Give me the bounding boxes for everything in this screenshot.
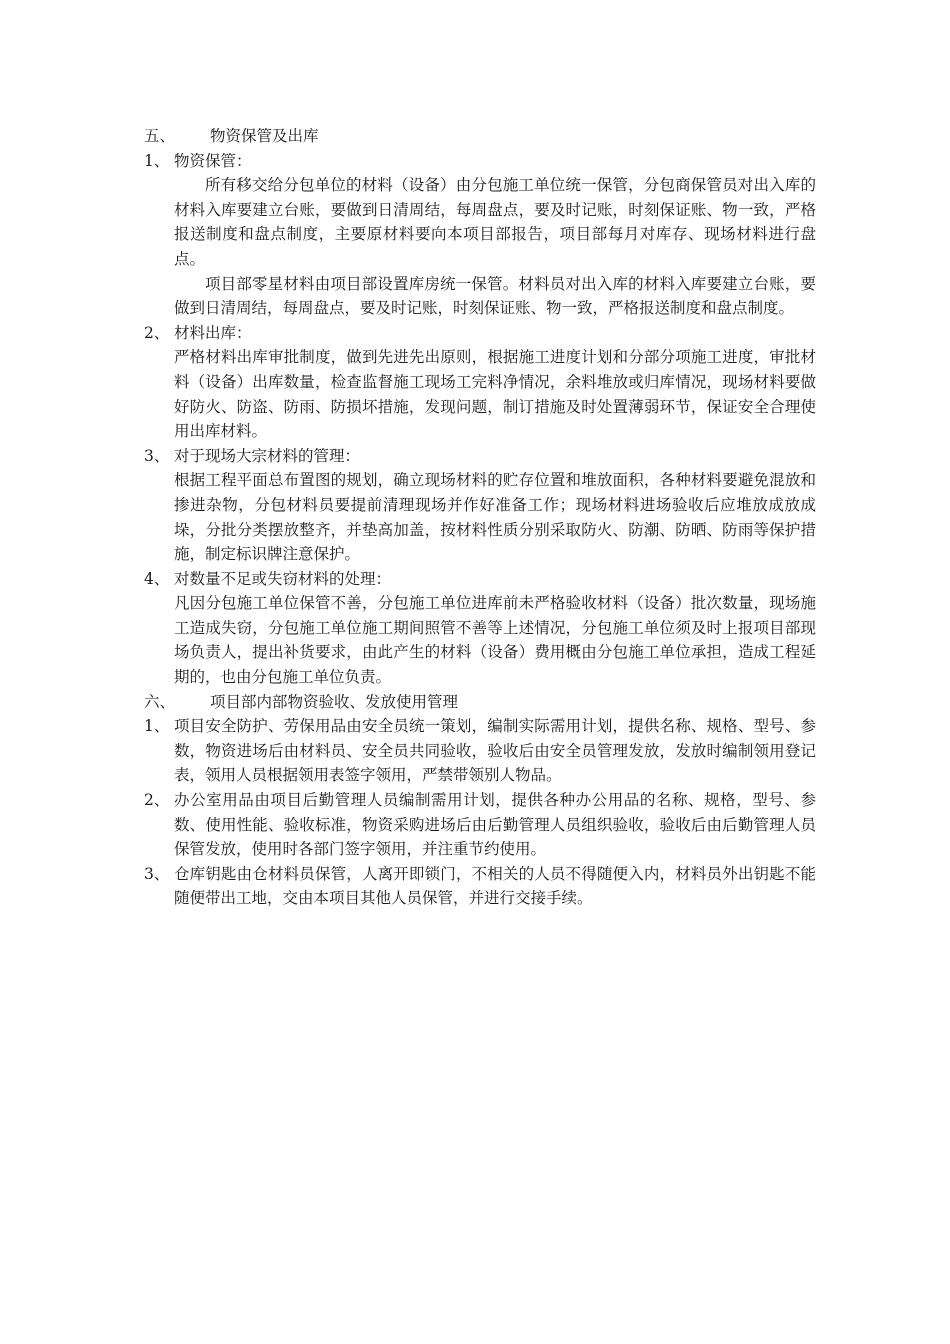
paragraph: 严格材料出库审批制度，做到先进先出原则，根据施工进度计划和分部分项施工进度，审批材料（设备）出库数量，检查监督施工现场工完料净情况，余料堆放或归库情况，现场材料要做好防火、防盗、防雨、防损坏措施，发现问题，制订措施及时处置薄弱环节，保证安全合理使用出库材料。 (174, 348, 816, 441)
section-5-item-1-heading (144, 149, 816, 174)
list-item (144, 788, 816, 862)
item-number: 1、 (144, 717, 170, 736)
section-5-heading (144, 124, 816, 149)
paragraph: 项目部零星材料由项目部设置库房统一保管。材料员对出入库的材料入库要建立台账，要做到日清周结，每周盘点，要及时记账，时刻保证账、物一致，严格报送制度和盘点制度。 (174, 274, 816, 318)
item-text: 项目安全防护、劳保用品由安全员统一策划，编制实际需用计划，提供名称、规格、型号、参数，物资进场后由材料员、安全员共同验收，验收后由安全员管理发放，发放时编制领用登记表，领用人员根据领用表签字领用，严禁带领别人物品。 (174, 717, 816, 785)
paragraph: 根据工程平面总布置图的规划，确立现场材料的贮存位置和堆放面积，各种材料要避免混放和掺进杂物，分包材料员要提前清理现场并作好准备工作；现场材料进场验收后应堆放成放成垛，分批分类摆放整齐，并垫高加盖，按材料性质分别采取防火、防潮、防晒、防雨等保护措施，制定标识牌注意保护。 (174, 471, 816, 564)
item-number: 1、 (144, 151, 170, 170)
document-body (144, 124, 816, 911)
section-5-item-3-heading (144, 444, 816, 469)
item-number: 3、 (144, 446, 170, 465)
section-6-heading (144, 690, 816, 715)
item-number: 2、 (144, 323, 170, 342)
section-5-number: 五、 (144, 127, 176, 145)
item-title: 物资保管： (174, 151, 252, 170)
list-item (144, 714, 816, 788)
item-number: 2、 (144, 791, 170, 810)
item-title: 对数量不足或失窃材料的处理： (174, 569, 392, 588)
section-6-title: 项目部内部物资验收、发放使用管理 (210, 692, 459, 711)
list-item (144, 862, 816, 911)
section-5-item-4-heading (144, 567, 816, 592)
section-6-number: 六、 (144, 692, 176, 711)
section-5-item-2-heading (144, 321, 816, 346)
item-text: 仓库钥匙由仓材料员保管，人离开即锁门，不相关的人员不得随便入内，材料员外出钥匙不能随便带出工地，交由本项目其他人员保管，并进行交接手续。 (174, 864, 816, 908)
item-text: 办公室用品由项目后勤管理人员编制需用计划，提供各种办公用品的名称、规格，型号、参数、使用性能、验收标准，物资采购进场后由后勤管理人员组织验收，验收后由后勤管理人员保管发放，使用时各部门签字领用，并注重节约使用。 (174, 791, 816, 859)
item-number: 3、 (144, 864, 170, 883)
section-5-title: 物资保管及出库 (210, 127, 319, 145)
item-number: 4、 (144, 569, 170, 588)
paragraph: 凡因分包施工单位保管不善，分包施工单位进库前未严格验收材料（设备）批次数量，现场施工造成失窃，分包施工单位施工期间照管不善等上述情况，分包施工单位须及时上报项目部现场负责人，提出补货要求，由此产生的材料（设备）费用概由分包施工单位承担，造成工程延期的，也由分包施工单位负责。 (174, 594, 816, 687)
item-title: 对于现场大宗材料的管理： (174, 446, 361, 465)
paragraph: 所有移交给分包单位的材料（设备）由分包施工单位统一保管，分包商保管员对出入库的材料入库要建立台账，要做到日清周结，每周盘点，要及时记账，时刻保证账、物一致，严格报送制度和盘点制度，主要原材料要向本项目部报告，项目部每月对库存、现场材料进行盘点。 (174, 176, 816, 268)
item-title: 材料出库： (174, 323, 252, 342)
